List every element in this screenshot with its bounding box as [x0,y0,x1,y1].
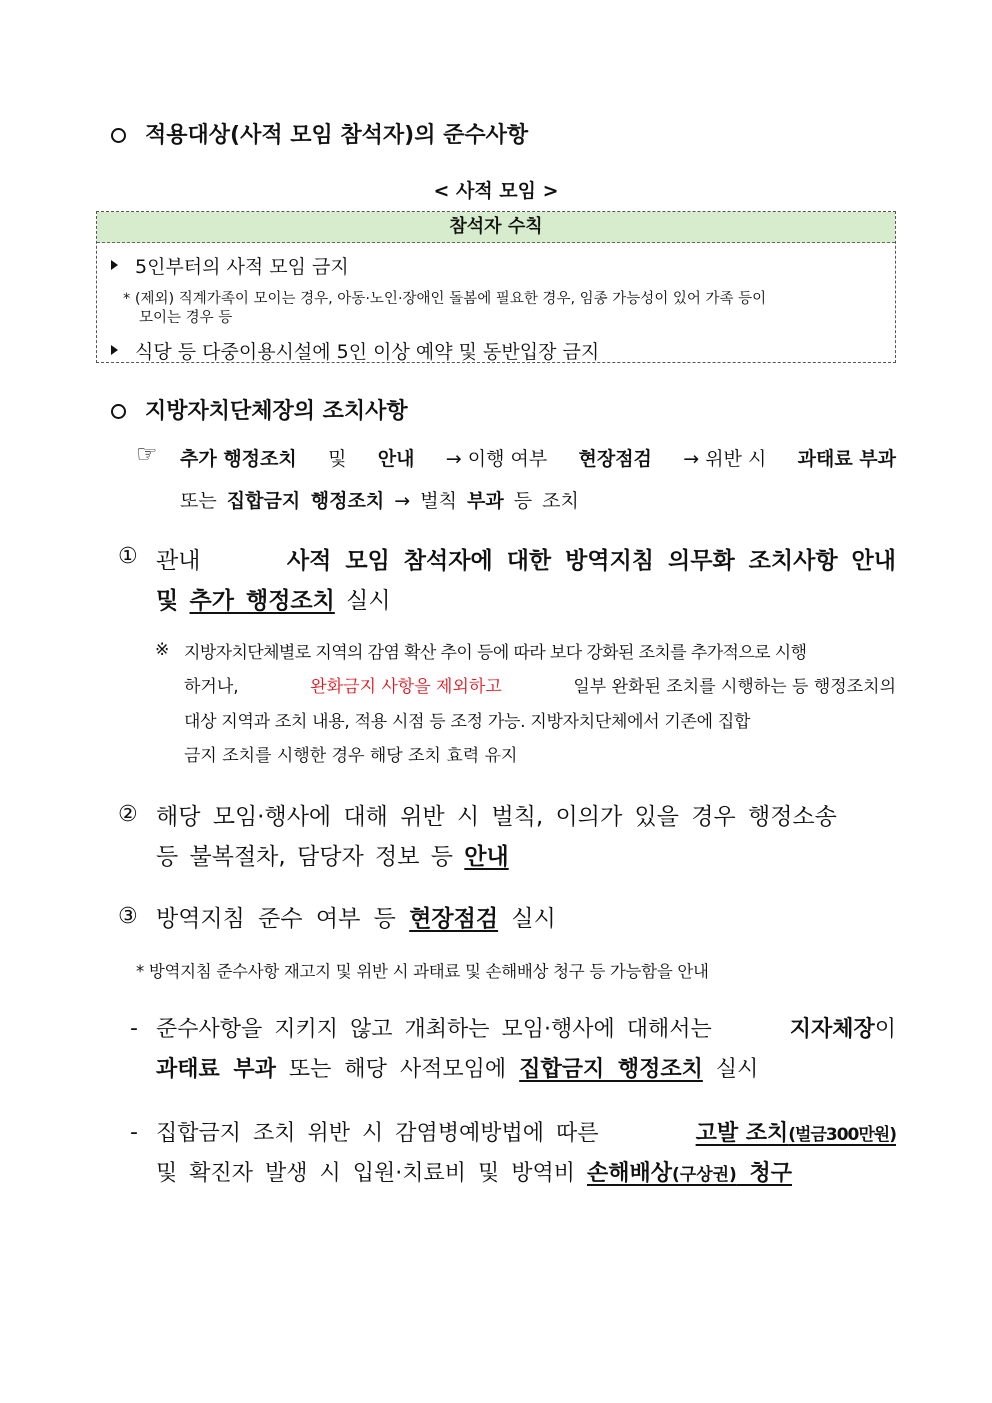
flow-ban-order: 집합금지 행정조치 [226,490,385,512]
flow-line-1 [180,444,896,471]
item1-note-line4: 금지 조치를 시행한 경우 해당 조치 효력 유지 [184,746,518,766]
item1-note-relaxed: 일부 완화된 조치를 시행하는 등 행정조치의 [573,677,896,697]
item1-note-or: 하거나, [184,677,239,697]
dash1-text: 준수사항을 지키지 않고 개최하는 모임·행사에 대해서는 [156,1017,712,1042]
item1-note-line3: 대상 지역과 조치 내용, 적용 시점 등 조정 가능. 지방자치단체에서 기존에 집합 [184,712,751,732]
rules-table [96,211,896,363]
flow-additional-measures: 추가 행정조치 [180,448,297,470]
flow-line-2 [180,486,579,513]
item2-line1: 해당 모임·행사에 대해 위반 시 벌칙, 이의가 있을 경우 행정소송 [156,804,837,830]
item2-guidance: 안내 [464,844,509,870]
dash1-line2 [156,1052,758,1083]
flow-compliance: → 이행 여부 [445,448,548,470]
triangle-bullet-icon [111,345,118,355]
rule-item-2: 식당 등 다중이용시설에 5인 이상 예약 및 동반입장 금지 [135,341,600,363]
flow-guidance: 안내 [377,448,415,470]
dash2-line1 [156,1116,896,1147]
dash1-mark: - [130,1016,138,1041]
dash1-or: 또는 해당 사적모임에 [288,1057,507,1082]
table-caption: < 사적 모임 > [433,180,559,202]
rule-note-line1: * (제외) 직계가족이 모이는 경우, 아동·노인·장애인 돌봄에 필요한 경우, 임종 가능성이 있어 가족 등이 [123,291,767,307]
item2-procedures: 등 불복절차, 담당자 정보 등 [156,844,453,870]
circle-bullet-icon [111,404,126,419]
dash2-prosecution: 고발 조치 [695,1121,789,1146]
item1-line1 [156,542,896,575]
flow-impose: 부과 [466,490,504,512]
dash2-confirmed: 및 확진자 발생 시 입원·치료비 및 방역비 [156,1161,575,1186]
item1-additional-measures: 추가 행정조치 [189,588,335,614]
item1-guidance: 사적 모임 참석자에 대한 방역지침 의무화 조치사항 안내 [286,548,896,574]
item1-and: 및 [156,588,179,614]
dash1-particle: 이 [874,1017,896,1042]
item1-line2 [156,582,391,615]
table-header: 참석자 수칙 [97,212,895,243]
item1-note-line1: 지방자치단체별로 지역의 감염 확산 추이 등에 따라 보다 강화된 조치를 추가적으로 시행 [184,643,807,663]
flow-or: 또는 [180,490,217,512]
rule-note-line2: 모이는 경우 등 [139,310,233,326]
flow-etc: 등 조치 [513,490,579,512]
reference-mark-icon: ※ [155,640,170,660]
circle-bullet-icon [111,128,126,143]
item3-onsite-inspection: 현장점검 [409,906,499,932]
item1-jurisdiction: 관내 [156,548,201,574]
dash1-line1 [156,1012,896,1043]
dash2-fine-amount: (벌금300만원) [788,1125,896,1145]
flow-and: 및 [328,448,347,470]
dash2-line2 [156,1156,792,1187]
item3-number: ③ [118,904,138,929]
item3-implement: 실시 [511,906,556,932]
dash1-implement: 실시 [715,1057,759,1082]
pointing-hand-icon: ☞ [136,440,158,468]
dash2-mark: - [130,1120,138,1145]
rule-item-1: 5인부터의 사적 모임 금지 [135,256,349,278]
item3-line [156,900,556,933]
item1-implement: 실시 [346,588,391,614]
dash2-text: 집합금지 조치 위반 시 감염병예방법에 따른 [156,1121,599,1146]
dash1-governor: 지자체장 [789,1017,875,1042]
dash2-indemnity: (구상권) [672,1165,737,1185]
section2-title: 지방자치단체장의 조치사항 [145,399,408,424]
flow-violation: → 위반 시 [683,448,767,470]
section1-title: 적용대상(사적 모임 참석자)의 준수사항 [145,123,529,148]
dash1-fine: 과태료 부과 [156,1057,276,1082]
flow-onsite-inspection: 현장점검 [578,448,652,470]
flow-penalty: → 벌칙 [394,490,457,512]
dash1-ban-order: 집합금지 행정조치 [519,1057,703,1082]
item3-compliance: 방역지침 준수 여부 등 [156,906,396,932]
item3-note: * 방역지침 준수사항 재고지 및 위반 시 과태료 및 손해배상 청구 등 가능함을 안내 [136,962,709,981]
dash2-damages: 손해배상 [587,1161,673,1186]
item1-note-line2 [184,672,896,697]
item2-line2 [156,838,509,871]
item1-number: ① [118,544,138,569]
flow-fine: 과태료 부과 [797,448,896,470]
triangle-bullet-icon [111,260,118,270]
item1-note-exclusion: 완화금지 사항을 제외하고 [310,677,502,697]
dash2-claim: 청구 [749,1161,793,1186]
item2-number: ② [118,802,138,827]
